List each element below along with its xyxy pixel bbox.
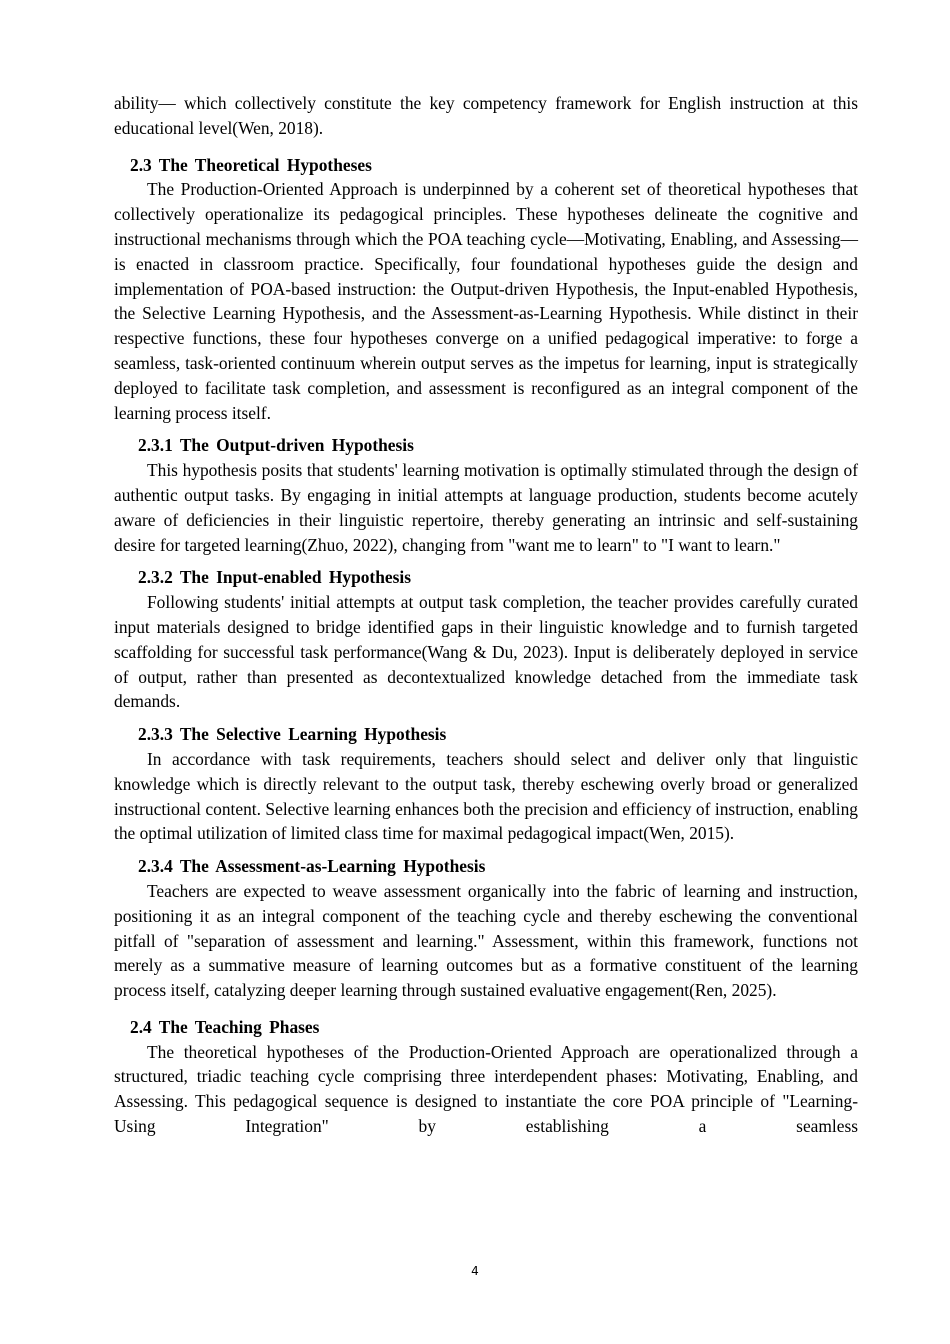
- section-heading-2-3-3: 2.3.3 The Selective Learning Hypothesis: [138, 724, 447, 745]
- section-heading-2-4: 2.4 The Teaching Phases: [130, 1016, 320, 1037]
- section-2-3-3-body: In accordance with task requirements, teachers should select and deliver only that linguistic knowledge which is directly relevant to the output task, thereby eschewing overly broad or generalized instructional content. Selective learning enhances both the precision and efficiency of instruction, enabling the optimal utilization of limited class time for maximal pedagogical impact(Wen, 2015).: [114, 748, 858, 844]
- section-heading-2-3-2: 2.3.2 The Input-enabled Hypothesis: [138, 567, 411, 588]
- section-heading-2-3-4: 2.3.4 The Assessment-as-Learning Hypothesis: [138, 856, 486, 877]
- section-heading-2-3-1: 2.3.1 The Output-driven Hypothesis: [138, 435, 414, 456]
- page-content: [114, 91, 858, 1139]
- section-heading-2-3: 2.3 The Theoretical Hypotheses: [130, 154, 372, 175]
- section-2-4-body: The theoretical hypotheses of the Production-Oriented Approach are operationalized through a structured, triadic teaching cycle comprising three interdependent phases: Motivating, Enabling, and Assessing. This pedagogical sequence is designed to instantiate the core POA principle of "Learning-Using Integration" by establishing a seamless: [114, 1041, 858, 1137]
- page-number: 4: [471, 1264, 479, 1278]
- section-2-3-1-body: This hypothesis posits that students' learning motivation is optimally stimulated through the design of authentic output tasks. By engaging in initial attempts at language production, students become acutely aware of deficiencies in their linguistic repertoire, thereby generating an intrinsic and self-sustaining desire for targeted learning(Zhuo, 2022), changing from "want me to learn" to "I want to learn.": [114, 460, 858, 555]
- section-2-3-2-body: Following students' initial attempts at output task completion, the teacher provides carefully curated input materials designed to bridge identified gaps in their linguistic knowledge and to furnish targeted scaffolding for successful task performance(Wang & Du, 2023). Input is deliberately deployed in service of output, rather than presented as decontextualized knowledge detached from the immediate task demands.: [114, 592, 858, 712]
- section-2-3-4-body: Teachers are expected to weave assessment organically into the fabric of learning and instruction, positioning it as an integral component of the teaching cycle and thereby eschewing the conventional pitfall of "separation of assessment and learning." Assessment, within this framework, functions not merely as a summative measure of learning outcomes but as a formative constituent of the learning process itself, catalyzing deeper learning through sustained evaluative engagement(Ren, 2025).: [114, 880, 858, 1001]
- section-2-3-body: The Production-Oriented Approach is underpinned by a coherent set of theoretical hypotheses that collectively operationalize its pedagogical principles. These hypotheses delineate the cognitive and instructional mechanisms through which the POA teaching cycle—Motivating, Enabling, and Assessing—is enacted in classroom practice. Specifically, four foundational hypotheses guide the design and implementation of POA-based instruction: the Output-driven Hypothesis, the Input-enabled Hypothesis, the Selective Learning Hypothesis, and the Assessment-as-Learning Hypothesis. While distinct in their respective functions, these four hypotheses converge on a unified pedagogical imperative: to forge a seamless, task-oriented continuum wherein output serves as the impetus for learning, input is strategically deployed to facilitate task completion, and assessment is reconfigured as an integral component of the learning process itself.: [114, 179, 858, 423]
- continuation-paragraph: ability— which collectively constitute the key competency framework for English instruction at this educational level(Wen, 2018).: [114, 93, 858, 138]
